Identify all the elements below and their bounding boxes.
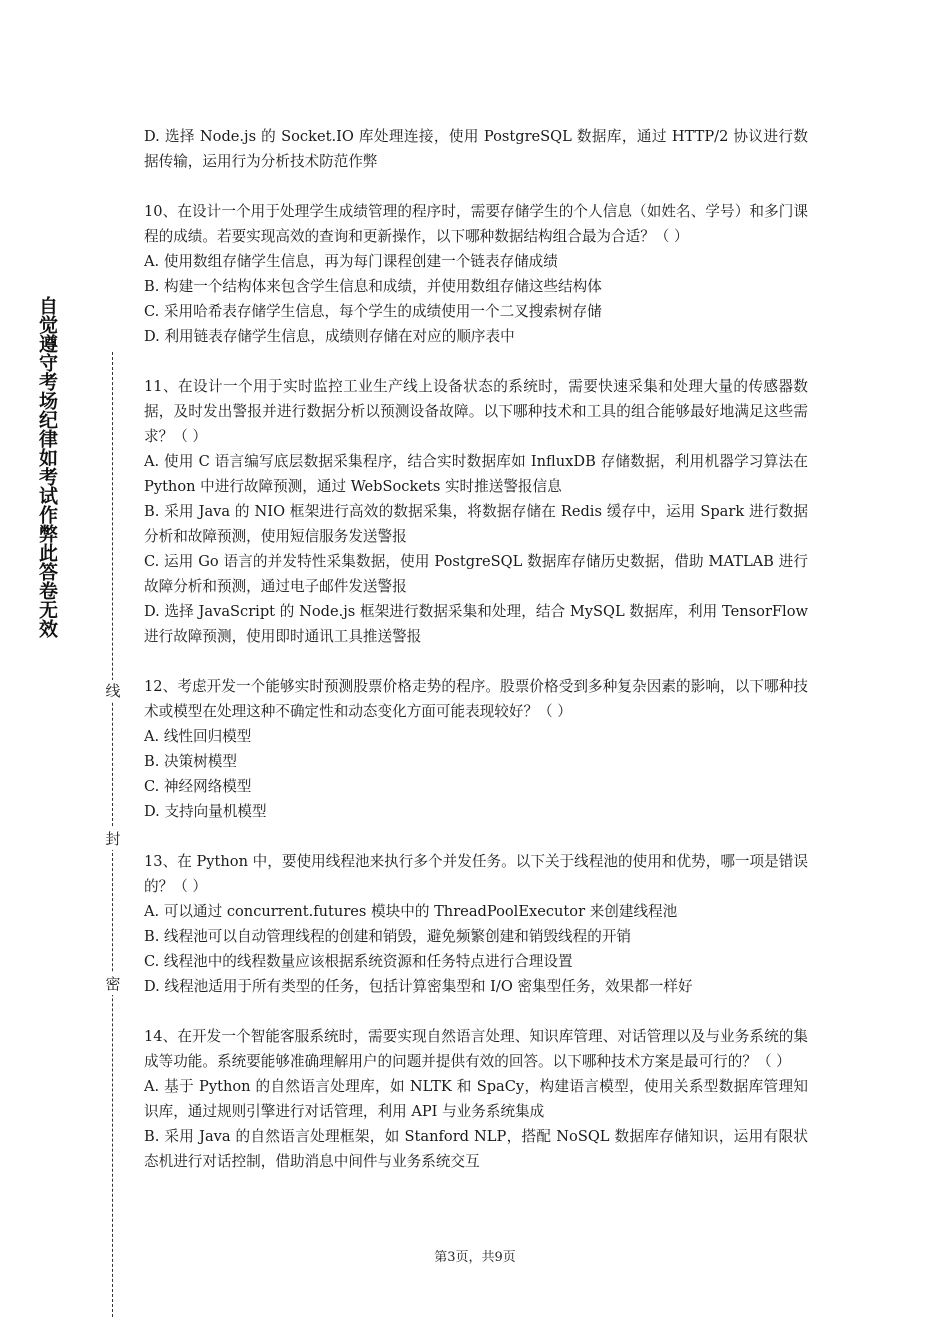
question-stem: 11、在设计一个用于实时监控工业生产线上设备状态的系统时，需要快速采集和处理大量的传感器数据，及时发出警报并进行数据分析以预测设备故障。以下哪种技术和工具的组合能够最好地满足这些需求？（ ） bbox=[144, 378, 808, 445]
binding-label-line: 线 bbox=[105, 682, 121, 700]
option-c: C. 线程池中的线程数量应该根据系统资源和任务特点进行合理设置 bbox=[144, 953, 573, 970]
question-9-continued bbox=[144, 124, 808, 174]
option-a: A. 基于 Python 的自然语言处理库，如 NLTK 和 SpaCy，构建语言模型，使用关系型数据库管理知识库，通过规则引擎进行对话管理，利用 API 与业务系统集成 bbox=[144, 1078, 808, 1120]
option-a: A. 使用 C 语言编写底层数据采集程序，结合实时数据库如 InfluxDB 存储数据，利用机器学习算法在 Python 中进行故障预测，通过 WebSockets 实时推送警报信息 bbox=[144, 453, 808, 495]
option-c: C. 运用 Go 语言的并发特性采集数据，使用 PostgreSQL 数据库存储历史数据，借助 MATLAB 进行故障分析和预测，通过电子邮件发送警报 bbox=[144, 553, 808, 595]
option-a: A. 使用数组存储学生信息，再为每门课程创建一个链表存储成绩 bbox=[144, 253, 558, 270]
option-a: A. 线性回归模型 bbox=[144, 728, 252, 745]
binding-label-seal: 封 bbox=[105, 830, 121, 848]
option-a: A. 可以通过 concurrent.futures 模块中的 ThreadPoolExecutor 来创建线程池 bbox=[144, 903, 678, 920]
option-c: C. 神经网络模型 bbox=[144, 778, 252, 795]
option-b: B. 线程池可以自动管理线程的创建和销毁，避免频繁创建和销毁线程的开销 bbox=[144, 928, 632, 945]
binding-label-secret: 密 bbox=[105, 975, 121, 993]
exam-discipline-notice: 自觉遵守考场纪律如考试作弊此答卷无效 bbox=[36, 296, 58, 638]
option-b: B. 采用 Java 的 NIO 框架进行高效的数据采集，将数据存储在 Redis 缓存中，运用 Spark 进行数据分析和故障预测，使用短信服务发送警报 bbox=[144, 503, 808, 545]
question-13 bbox=[144, 849, 808, 999]
page-number: 第3页，共9页 bbox=[434, 1250, 516, 1265]
option-d: D. 选择 JavaScript 的 Node.js 框架进行数据采集和处理，结合 MySQL 数据库，利用 TensorFlow 进行故障预测，使用即时通讯工具推送警报 bbox=[144, 603, 808, 645]
question-stem: 12、考虑开发一个能够实时预测股票价格走势的程序。股票价格受到多种复杂因素的影响，以下哪种技术或模型在处理这种不确定性和动态变化方面可能表现较好？（ ） bbox=[144, 678, 808, 720]
question-12 bbox=[144, 674, 808, 824]
option-d: D. 支持向量机模型 bbox=[144, 803, 267, 820]
option-d: D. 选择 Node.js 的 Socket.IO 库处理连接，使用 PostgreSQL 数据库，通过 HTTP/2 协议进行数据传输，运用行为分析技术防范作弊 bbox=[144, 128, 808, 170]
question-stem: 13、在 Python 中，要使用线程池来执行多个并发任务。以下关于线程池的使用和优势，哪一项是错误的？（ ） bbox=[144, 853, 808, 895]
question-14 bbox=[144, 1024, 808, 1174]
question-list bbox=[144, 124, 808, 1199]
option-b: B. 决策树模型 bbox=[144, 753, 237, 770]
option-c: C. 采用哈希表存储学生信息，每个学生的成绩使用一个二叉搜索树存储 bbox=[144, 303, 602, 320]
option-d: D. 线程池适用于所有类型的任务，包括计算密集型和 I/O 密集型任务，效果都一样好 bbox=[144, 978, 693, 995]
option-b: B. 构建一个结构体来包含学生信息和成绩，并使用数组存储这些结构体 bbox=[144, 278, 602, 295]
question-stem: 14、在开发一个智能客服系统时，需要实现自然语言处理、知识库管理、对话管理以及与业务系统的集成等功能。系统要能够准确理解用户的问题并提供有效的回答。以下哪种技术方案是最可行的？（ ） bbox=[144, 1028, 808, 1070]
option-b: B. 采用 Java 的自然语言处理框架，如 Stanford NLP，搭配 NoSQL 数据库存储知识，运用有限状态机进行对话控制，借助消息中间件与业务系统交互 bbox=[144, 1128, 808, 1170]
option-d: D. 利用链表存储学生信息，成绩则存储在对应的顺序表中 bbox=[144, 328, 515, 345]
question-11 bbox=[144, 374, 808, 649]
question-10 bbox=[144, 199, 808, 349]
question-stem: 10、在设计一个用于处理学生成绩管理的程序时，需要存储学生的个人信息（如姓名、学号）和多门课程的成绩。若要实现高效的查询和更新操作，以下哪种数据结构组合最为合适？（ ） bbox=[144, 203, 808, 245]
